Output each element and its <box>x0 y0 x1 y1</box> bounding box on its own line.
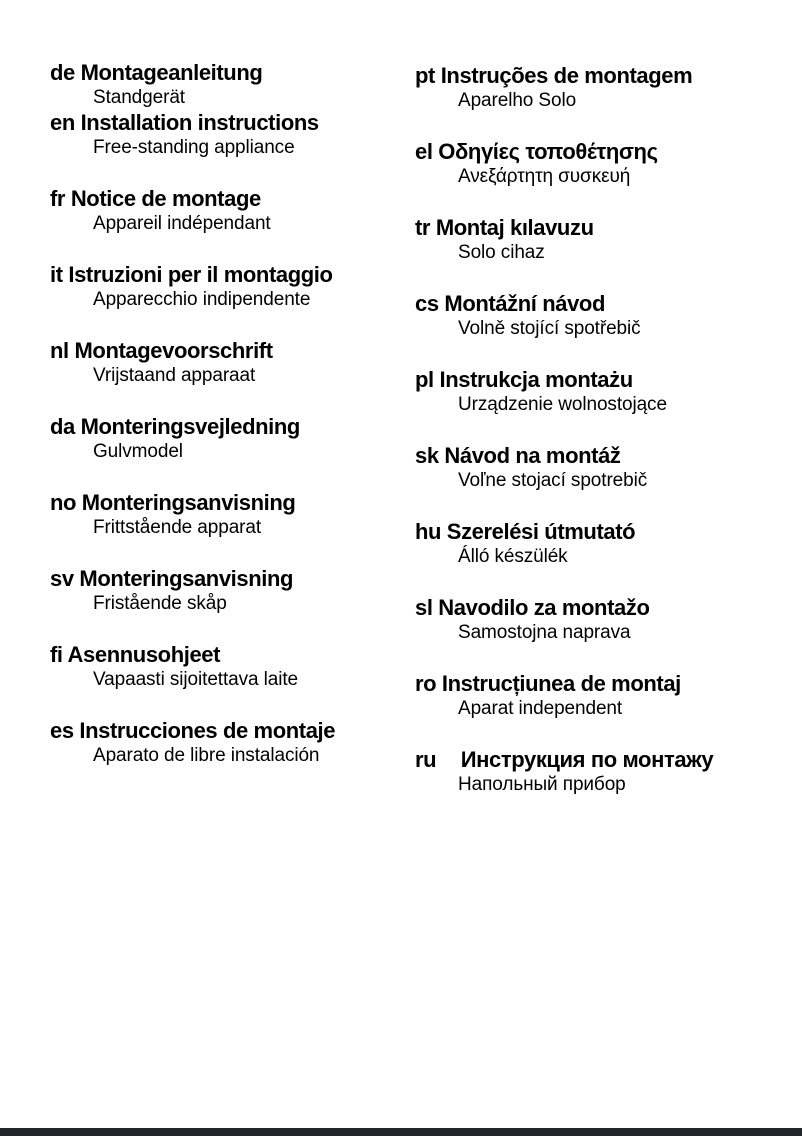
language-entry-cs <box>415 291 785 341</box>
language-entry-el <box>415 139 785 189</box>
language-column-right <box>415 63 785 823</box>
language-code: sl <box>415 595 433 620</box>
manual-title-translated: Monteringsanvisning <box>81 490 296 515</box>
appliance-type-subtitle: Free-standing appliance <box>93 137 295 158</box>
language-code: no <box>50 490 77 515</box>
language-code: tr <box>415 215 431 240</box>
language-heading <box>415 519 785 545</box>
language-code: de <box>50 60 75 85</box>
language-entry-pl <box>415 367 785 417</box>
appliance-type-subtitle: Aparato de libre instalación <box>93 745 320 766</box>
language-heading <box>415 367 785 393</box>
language-entry-de <box>50 60 400 110</box>
language-heading <box>415 139 785 165</box>
appliance-type-subtitle: Напольный прибор <box>458 774 626 795</box>
language-code: cs <box>415 291 439 316</box>
page-edge-bar <box>0 1128 802 1136</box>
language-code: it <box>50 262 63 287</box>
appliance-type-subtitle: Apparecchio indipendente <box>93 289 311 310</box>
language-heading <box>415 291 785 317</box>
language-code: da <box>50 414 75 439</box>
language-entry-fi <box>50 642 400 692</box>
manual-title-translated: Montagevoorschrift <box>74 338 273 363</box>
manual-title-translated: Monteringsanvisning <box>79 566 294 591</box>
appliance-type-subtitle: Frittstående apparat <box>93 517 262 538</box>
manual-title-translated: Instrukcja montażu <box>439 367 633 392</box>
language-entry-hu <box>415 519 785 569</box>
language-code: ru <box>415 747 437 772</box>
language-entry-pt <box>415 63 785 113</box>
language-code: sk <box>415 443 439 468</box>
language-heading <box>50 414 400 440</box>
language-heading <box>50 186 400 212</box>
language-code: pl <box>415 367 434 392</box>
language-heading <box>415 443 785 469</box>
manual-title-translated: Instrucciones de montaje <box>79 718 336 743</box>
language-entry-en <box>50 110 400 160</box>
manual-title-translated: Asennusohjeet <box>67 642 221 667</box>
language-heading <box>415 671 785 697</box>
language-heading <box>50 262 400 288</box>
language-heading <box>415 747 785 773</box>
appliance-type-subtitle: Fristående skåp <box>93 593 227 614</box>
language-code: es <box>50 718 74 743</box>
language-entry-sv <box>50 566 400 616</box>
manual-title-translated: Οδηγίες τοποθέτησης <box>438 139 658 164</box>
manual-title-translated: Installation instructions <box>80 110 319 135</box>
language-heading <box>50 642 400 668</box>
appliance-type-subtitle: Standgerät <box>93 87 185 108</box>
appliance-type-subtitle: Aparelho Solo <box>458 90 577 111</box>
appliance-type-subtitle: Ανεξάρτητη συσκευή <box>458 166 631 187</box>
manual-title-translated: Montaj kılavuzu <box>435 215 594 240</box>
language-code: en <box>50 110 75 135</box>
manual-title-translated: Instrucțiunea de montaj <box>441 671 681 696</box>
appliance-type-subtitle: Vrijstaand apparaat <box>93 365 256 386</box>
language-entry-it <box>50 262 400 312</box>
manual-title-translated: Istruzioni per il montaggio <box>68 262 333 287</box>
language-entry-no <box>50 490 400 540</box>
language-heading <box>50 60 400 86</box>
language-heading <box>415 63 785 89</box>
language-code: ro <box>415 671 437 696</box>
language-code: pt <box>415 63 435 88</box>
language-heading <box>50 110 400 136</box>
language-entry-tr <box>415 215 785 265</box>
appliance-type-subtitle: Álló készülék <box>458 546 568 567</box>
language-column-left <box>50 60 400 794</box>
language-code: el <box>415 139 433 164</box>
manual-title-translated: Инструкция по монтажу <box>460 747 714 772</box>
language-entry-sl <box>415 595 785 645</box>
appliance-type-subtitle: Vapaasti sijoitettava laite <box>93 669 299 690</box>
language-entry-sk <box>415 443 785 493</box>
manual-title-translated: Instruções de montagem <box>440 63 693 88</box>
language-heading <box>50 490 400 516</box>
manual-title-translated: Montageanleitung <box>80 60 263 85</box>
language-code: fr <box>50 186 66 211</box>
language-heading <box>50 566 400 592</box>
language-heading <box>50 338 400 364</box>
language-entry-nl <box>50 338 400 388</box>
manual-title-translated: Monteringsvejledning <box>80 414 300 439</box>
appliance-type-subtitle: Gulvmodel <box>93 441 183 462</box>
language-code: nl <box>50 338 69 363</box>
language-entry-es <box>50 718 400 768</box>
manual-title-translated: Navodilo za montažo <box>438 595 650 620</box>
language-code: fi <box>50 642 63 667</box>
language-code: sv <box>50 566 74 591</box>
language-entry-ro <box>415 671 785 721</box>
appliance-type-subtitle: Voľne stojací spotrebič <box>458 470 648 491</box>
language-entry-fr <box>50 186 400 236</box>
language-entry-da <box>50 414 400 464</box>
language-heading <box>415 215 785 241</box>
language-entry-ru <box>415 747 785 797</box>
appliance-type-subtitle: Urządzenie wolnostojące <box>458 394 667 415</box>
language-code: hu <box>415 519 442 544</box>
language-heading <box>50 718 400 744</box>
language-heading <box>415 595 785 621</box>
appliance-type-subtitle: Volně stojící spotřebič <box>458 318 641 339</box>
manual-title-translated: Notice de montage <box>70 186 261 211</box>
manual-title-translated: Montážní návod <box>444 291 606 316</box>
appliance-type-subtitle: Aparat independent <box>458 698 623 719</box>
manual-title-translated: Návod na montáž <box>444 443 621 468</box>
appliance-type-subtitle: Appareil indépendant <box>93 213 271 234</box>
manual-title-translated: Szerelési útmutató <box>446 519 636 544</box>
appliance-type-subtitle: Samostojna naprava <box>458 622 631 643</box>
appliance-type-subtitle: Solo cihaz <box>458 242 545 263</box>
